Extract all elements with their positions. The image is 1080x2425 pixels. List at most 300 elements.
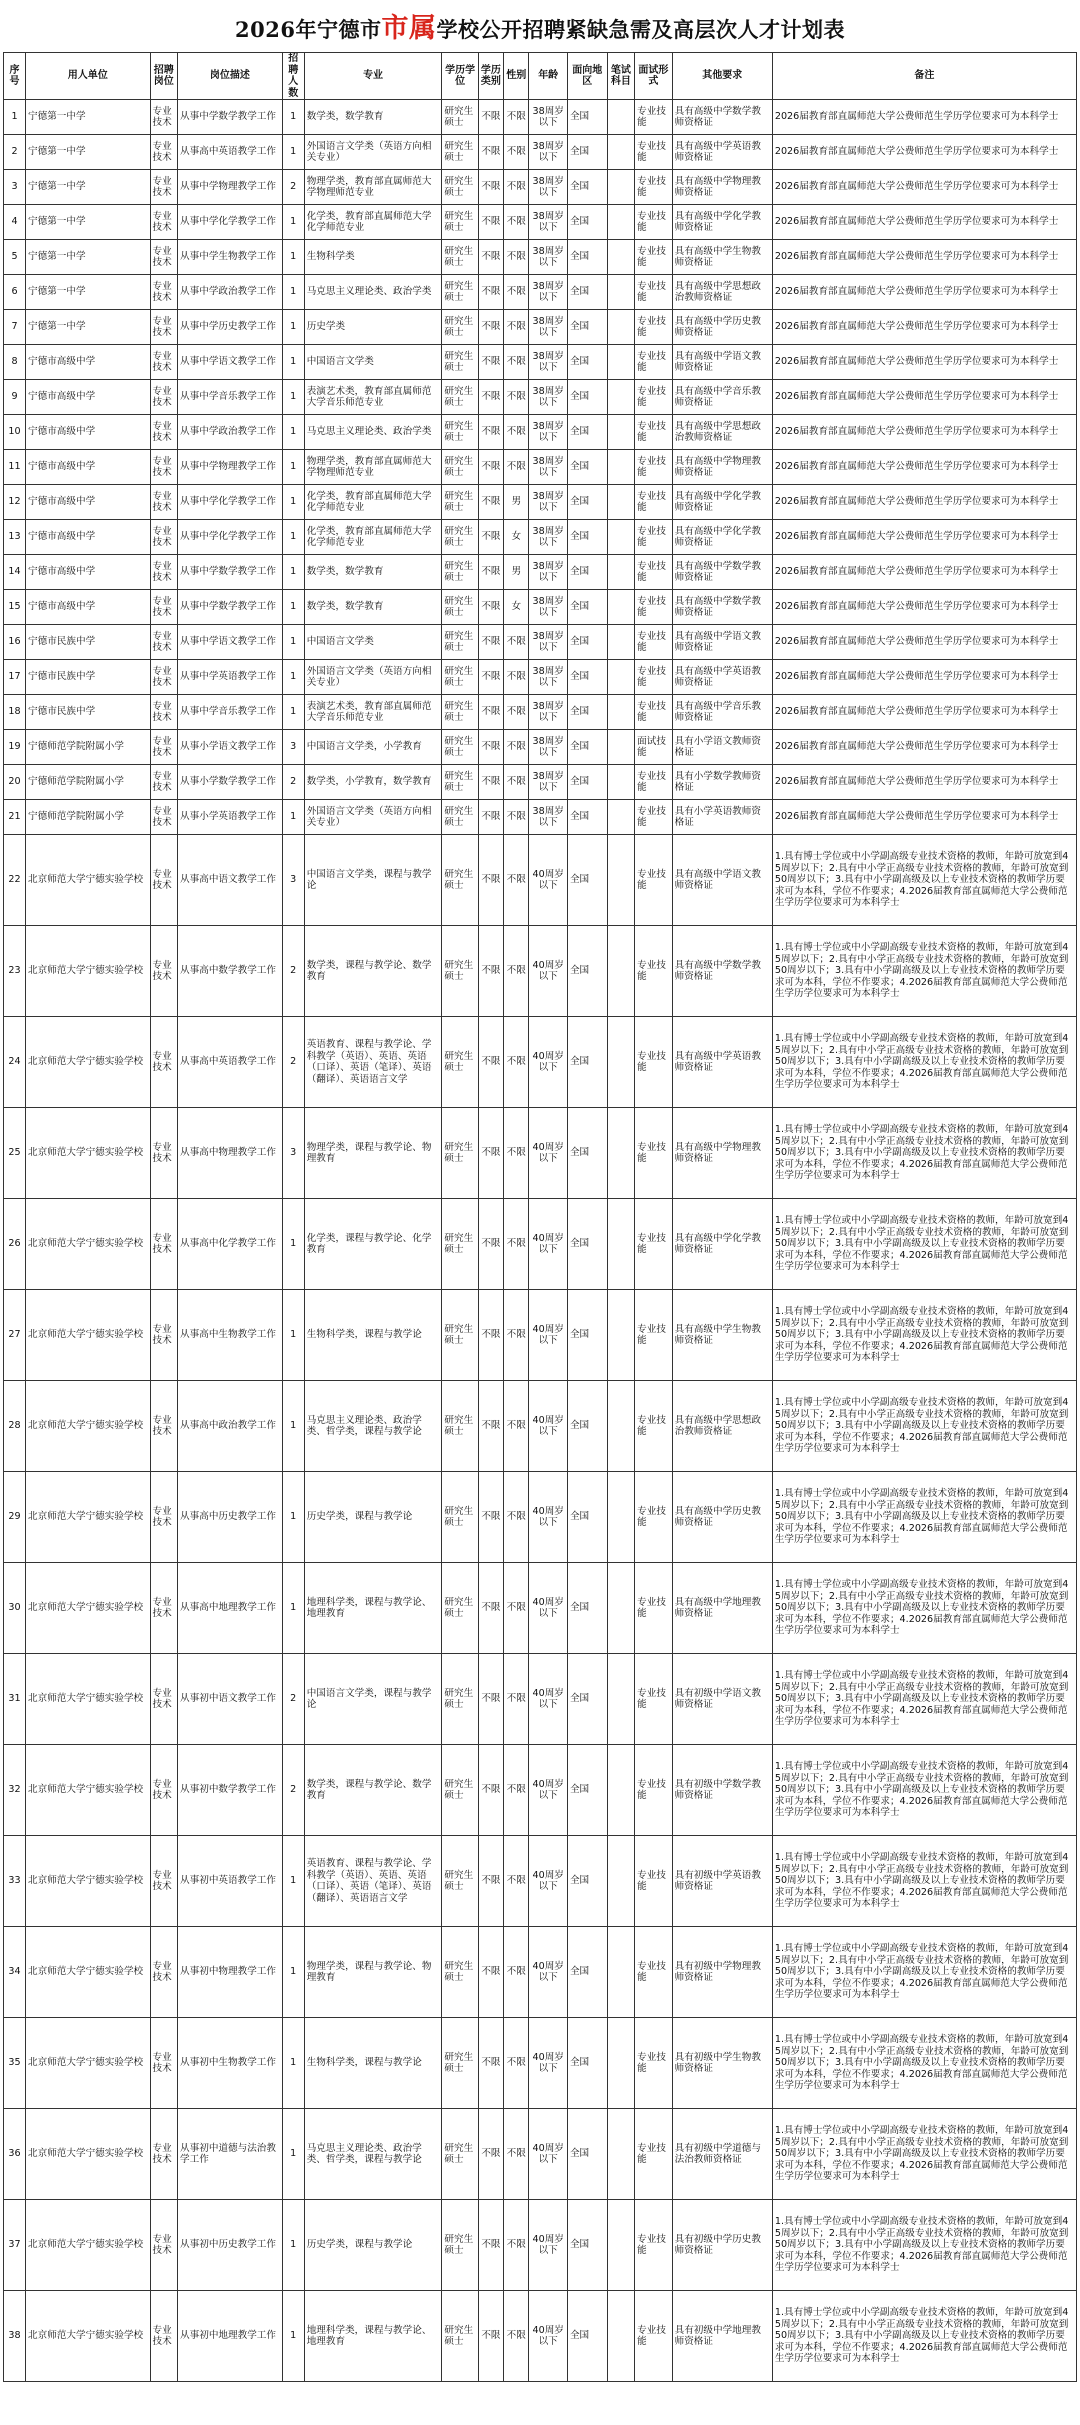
cell-iv: 专业技能 <box>635 1745 672 1836</box>
cell-iv: 专业技能 <box>635 835 672 926</box>
cell-no: 18 <box>4 695 26 730</box>
cell-num: 1 <box>282 1563 304 1654</box>
table-row <box>4 765 1077 800</box>
cell-iv: 专业技能 <box>635 485 672 520</box>
cell-cat: 不限 <box>478 765 503 800</box>
cell-iv: 专业技能 <box>635 1927 672 2018</box>
cell-post: 专业技术 <box>150 275 178 310</box>
cell-cat: 不限 <box>478 1927 503 2018</box>
cell-num: 1 <box>282 310 304 345</box>
cell-note: 2026届教育部直属师范大学公费师范生学历学位要求可为本科学士 <box>772 380 1076 415</box>
cell-edu: 研究生硕士 <box>442 205 478 240</box>
cell-note: 2026届教育部直属师范大学公费师范生学历学位要求可为本科学士 <box>772 450 1076 485</box>
cell-num: 3 <box>282 835 304 926</box>
cell-req: 具有小学数学教师资格证 <box>672 765 772 800</box>
cell-note: 1.具有博士学位或中小学副高级专业技术资格的教师，年龄可放宽到45周岁以下；2.具有中小学正高级专业技术资格的教师，年龄可放宽到50周岁以下；3.具有中小学副高级及以上专业技术资格的教师学历要求可为本科，学位不作要求；4.2026届教育部直属师范大学公费师范生学历学位要求可为本科学士 <box>772 2109 1076 2200</box>
cell-no: 37 <box>4 2200 26 2291</box>
cell-age: 40周岁以下 <box>529 1745 568 1836</box>
cell-age: 38周岁以下 <box>529 135 568 170</box>
cell-edu: 研究生硕士 <box>442 1199 478 1290</box>
cell-area: 全国 <box>567 100 607 135</box>
cell-exam <box>607 730 635 765</box>
cell-req: 具有高级中学历史教师资格证 <box>672 310 772 345</box>
cell-req: 具有高级中学化学教师资格证 <box>672 520 772 555</box>
cell-sex: 不限 <box>504 695 529 730</box>
cell-unit: 宁德第一中学 <box>26 310 150 345</box>
cell-note: 2026届教育部直属师范大学公费师范生学历学位要求可为本科学士 <box>772 660 1076 695</box>
cell-num: 1 <box>282 205 304 240</box>
cell-area: 全国 <box>567 520 607 555</box>
cell-num: 1 <box>282 2291 304 2382</box>
cell-note: 2026届教育部直属师范大学公费师范生学历学位要求可为本科学士 <box>772 415 1076 450</box>
cell-exam <box>607 2109 635 2200</box>
cell-post: 专业技术 <box>150 1108 178 1199</box>
cell-post: 专业技术 <box>150 100 178 135</box>
cell-post: 专业技术 <box>150 1381 178 1472</box>
cell-area: 全国 <box>567 765 607 800</box>
table-row <box>4 1199 1077 1290</box>
cell-cat: 不限 <box>478 1836 503 1927</box>
cell-desc: 从事中学政治教学工作 <box>178 415 283 450</box>
cell-desc: 从事中学音乐教学工作 <box>178 695 283 730</box>
cell-unit: 宁德第一中学 <box>26 240 150 275</box>
cell-edu: 研究生硕士 <box>442 240 478 275</box>
cell-iv: 专业技能 <box>635 926 672 1017</box>
cell-iv: 专业技能 <box>635 555 672 590</box>
cell-cat: 不限 <box>478 730 503 765</box>
cell-area: 全国 <box>567 2200 607 2291</box>
cell-num: 2 <box>282 170 304 205</box>
table-row <box>4 240 1077 275</box>
column-header: 性别 <box>504 53 529 100</box>
cell-unit: 北京师范大学宁德实验学校 <box>26 926 150 1017</box>
cell-exam <box>607 590 635 625</box>
cell-major: 生物科学类，课程与教学论 <box>304 1290 442 1381</box>
cell-edu: 研究生硕士 <box>442 345 478 380</box>
cell-num: 2 <box>282 1654 304 1745</box>
cell-note: 1.具有博士学位或中小学副高级专业技术资格的教师，年龄可放宽到45周岁以下；2.具有中小学正高级专业技术资格的教师，年龄可放宽到50周岁以下；3.具有中小学副高级及以上专业技术资格的教师学历要求可为本科，学位不作要求；4.2026届教育部直属师范大学公费师范生学历学位要求可为本科学士 <box>772 1745 1076 1836</box>
cell-area: 全国 <box>567 730 607 765</box>
cell-req: 具有高级中学数学教师资格证 <box>672 100 772 135</box>
cell-age: 40周岁以下 <box>529 1563 568 1654</box>
cell-exam <box>607 275 635 310</box>
cell-post: 专业技术 <box>150 625 178 660</box>
cell-iv: 专业技能 <box>635 310 672 345</box>
cell-post: 专业技术 <box>150 135 178 170</box>
cell-note: 2026届教育部直属师范大学公费师范生学历学位要求可为本科学士 <box>772 100 1076 135</box>
cell-unit: 北京师范大学宁德实验学校 <box>26 1836 150 1927</box>
cell-sex: 不限 <box>504 2200 529 2291</box>
cell-age: 40周岁以下 <box>529 1199 568 1290</box>
cell-unit: 北京师范大学宁德实验学校 <box>26 1290 150 1381</box>
cell-unit: 宁德师范学院附属小学 <box>26 765 150 800</box>
table-row <box>4 310 1077 345</box>
cell-edu: 研究生硕士 <box>442 1108 478 1199</box>
cell-age: 38周岁以下 <box>529 310 568 345</box>
cell-area: 全国 <box>567 2018 607 2109</box>
cell-unit: 宁德市民族中学 <box>26 695 150 730</box>
cell-cat: 不限 <box>478 2200 503 2291</box>
cell-post: 专业技术 <box>150 800 178 835</box>
cell-cat: 不限 <box>478 2291 503 2382</box>
cell-no: 9 <box>4 380 26 415</box>
cell-edu: 研究生硕士 <box>442 1290 478 1381</box>
cell-desc: 从事小学语文教学工作 <box>178 730 283 765</box>
cell-note: 1.具有博士学位或中小学副高级专业技术资格的教师，年龄可放宽到45周岁以下；2.具有中小学正高级专业技术资格的教师，年龄可放宽到50周岁以下；3.具有中小学副高级及以上专业技术资格的教师学历要求可为本科，学位不作要求；4.2026届教育部直属师范大学公费师范生学历学位要求可为本科学士 <box>772 2291 1076 2382</box>
cell-desc: 从事初中英语教学工作 <box>178 1836 283 1927</box>
table-row <box>4 625 1077 660</box>
cell-desc: 从事高中地理教学工作 <box>178 1563 283 1654</box>
cell-area: 全国 <box>567 1381 607 1472</box>
cell-desc: 从事中学生物教学工作 <box>178 240 283 275</box>
cell-no: 32 <box>4 1745 26 1836</box>
cell-major: 马克思主义理论类、政治学类、哲学类，课程与教学论 <box>304 2109 442 2200</box>
cell-req: 具有高级中学物理教师资格证 <box>672 450 772 485</box>
table-row <box>4 485 1077 520</box>
cell-note: 1.具有博士学位或中小学副高级专业技术资格的教师，年龄可放宽到45周岁以下；2.具有中小学正高级专业技术资格的教师，年龄可放宽到50周岁以下；3.具有中小学副高级及以上专业技术资格的教师学历要求可为本科，学位不作要求；4.2026届教育部直属师范大学公费师范生学历学位要求可为本科学士 <box>772 926 1076 1017</box>
cell-post: 专业技术 <box>150 2291 178 2382</box>
cell-desc: 从事高中化学教学工作 <box>178 1199 283 1290</box>
cell-sex: 不限 <box>504 275 529 310</box>
cell-sex: 不限 <box>504 170 529 205</box>
cell-age: 38周岁以下 <box>529 100 568 135</box>
cell-req: 具有高级中学思想政治教师资格证 <box>672 415 772 450</box>
cell-unit: 宁德市民族中学 <box>26 625 150 660</box>
cell-unit: 宁德市高级中学 <box>26 590 150 625</box>
cell-post: 专业技术 <box>150 835 178 926</box>
cell-num: 1 <box>282 380 304 415</box>
cell-unit: 宁德市高级中学 <box>26 520 150 555</box>
cell-age: 38周岁以下 <box>529 450 568 485</box>
table-row <box>4 450 1077 485</box>
cell-num: 1 <box>282 2109 304 2200</box>
cell-post: 专业技术 <box>150 1654 178 1745</box>
cell-iv: 专业技能 <box>635 275 672 310</box>
cell-post: 专业技术 <box>150 926 178 1017</box>
cell-age: 38周岁以下 <box>529 765 568 800</box>
cell-age: 38周岁以下 <box>529 590 568 625</box>
column-header: 序号 <box>4 53 26 100</box>
title-prefix: 2026年宁德市 <box>235 17 382 42</box>
cell-cat: 不限 <box>478 1290 503 1381</box>
cell-req: 具有高级中学化学教师资格证 <box>672 1199 772 1290</box>
table-row <box>4 1472 1077 1563</box>
table-row <box>4 835 1077 926</box>
cell-sex: 不限 <box>504 800 529 835</box>
cell-note: 2026届教育部直属师范大学公费师范生学历学位要求可为本科学士 <box>772 275 1076 310</box>
cell-area: 全国 <box>567 800 607 835</box>
cell-cat: 不限 <box>478 625 503 660</box>
cell-edu: 研究生硕士 <box>442 800 478 835</box>
cell-no: 10 <box>4 415 26 450</box>
cell-cat: 不限 <box>478 1472 503 1563</box>
cell-exam <box>607 1017 635 1108</box>
cell-iv: 专业技能 <box>635 380 672 415</box>
cell-iv: 专业技能 <box>635 1654 672 1745</box>
cell-desc: 从事中学化学教学工作 <box>178 485 283 520</box>
cell-no: 13 <box>4 520 26 555</box>
column-header: 面试形式 <box>635 53 672 100</box>
cell-iv: 专业技能 <box>635 240 672 275</box>
table-row <box>4 1927 1077 2018</box>
cell-num: 1 <box>282 1927 304 2018</box>
cell-age: 40周岁以下 <box>529 1472 568 1563</box>
cell-major: 表演艺术类，教育部直属师范大学音乐师范专业 <box>304 695 442 730</box>
cell-age: 38周岁以下 <box>529 625 568 660</box>
cell-post: 专业技术 <box>150 695 178 730</box>
cell-major: 马克思主义理论类、政治学类、哲学类，课程与教学论 <box>304 1381 442 1472</box>
cell-note: 1.具有博士学位或中小学副高级专业技术资格的教师，年龄可放宽到45周岁以下；2.具有中小学正高级专业技术资格的教师，年龄可放宽到50周岁以下；3.具有中小学副高级及以上专业技术资格的教师学历要求可为本科，学位不作要求；4.2026届教育部直属师范大学公费师范生学历学位要求可为本科学士 <box>772 1472 1076 1563</box>
cell-iv: 专业技能 <box>635 2200 672 2291</box>
cell-exam <box>607 765 635 800</box>
column-header: 用人单位 <box>26 53 150 100</box>
cell-iv: 专业技能 <box>635 1381 672 1472</box>
cell-cat: 不限 <box>478 310 503 345</box>
cell-post: 专业技术 <box>150 1745 178 1836</box>
cell-no: 19 <box>4 730 26 765</box>
cell-num: 2 <box>282 1745 304 1836</box>
cell-no: 11 <box>4 450 26 485</box>
cell-no: 33 <box>4 1836 26 1927</box>
cell-major: 物理学类，课程与教学论、物理教育 <box>304 1927 442 2018</box>
cell-sex: 不限 <box>504 2291 529 2382</box>
cell-iv: 专业技能 <box>635 625 672 660</box>
cell-sex: 不限 <box>504 2109 529 2200</box>
cell-exam <box>607 660 635 695</box>
cell-edu: 研究生硕士 <box>442 2291 478 2382</box>
table-row <box>4 2200 1077 2291</box>
cell-note: 2026届教育部直属师范大学公费师范生学历学位要求可为本科学士 <box>772 205 1076 240</box>
cell-iv: 专业技能 <box>635 1563 672 1654</box>
cell-note: 1.具有博士学位或中小学副高级专业技术资格的教师，年龄可放宽到45周岁以下；2.具有中小学正高级专业技术资格的教师，年龄可放宽到50周岁以下；3.具有中小学副高级及以上专业技术资格的教师学历要求可为本科，学位不作要求；4.2026届教育部直属师范大学公费师范生学历学位要求可为本科学士 <box>772 2200 1076 2291</box>
cell-age: 40周岁以下 <box>529 1017 568 1108</box>
cell-iv: 专业技能 <box>635 1836 672 1927</box>
cell-area: 全国 <box>567 1290 607 1381</box>
cell-major: 化学类，教育部直属师范大学化学师范专业 <box>304 485 442 520</box>
cell-area: 全国 <box>567 415 607 450</box>
cell-post: 专业技术 <box>150 555 178 590</box>
cell-exam <box>607 1199 635 1290</box>
table-row <box>4 345 1077 380</box>
cell-no: 23 <box>4 926 26 1017</box>
cell-major: 表演艺术类，教育部直属师范大学音乐师范专业 <box>304 380 442 415</box>
cell-major: 中国语言文学类，小学教育 <box>304 730 442 765</box>
cell-exam <box>607 205 635 240</box>
cell-sex: 女 <box>504 590 529 625</box>
cell-edu: 研究生硕士 <box>442 765 478 800</box>
cell-major: 物理学类，教育部直属师范大学物理师范专业 <box>304 450 442 485</box>
cell-edu: 研究生硕士 <box>442 1563 478 1654</box>
cell-note: 2026届教育部直属师范大学公费师范生学历学位要求可为本科学士 <box>772 590 1076 625</box>
table-row <box>4 590 1077 625</box>
cell-cat: 不限 <box>478 926 503 1017</box>
cell-cat: 不限 <box>478 380 503 415</box>
cell-cat: 不限 <box>478 100 503 135</box>
cell-no: 30 <box>4 1563 26 1654</box>
column-header: 专业 <box>304 53 442 100</box>
table-row <box>4 135 1077 170</box>
cell-area: 全国 <box>567 695 607 730</box>
cell-edu: 研究生硕士 <box>442 1836 478 1927</box>
cell-req: 具有高级中学生物教师资格证 <box>672 1290 772 1381</box>
cell-iv: 专业技能 <box>635 695 672 730</box>
cell-unit: 北京师范大学宁德实验学校 <box>26 1017 150 1108</box>
cell-cat: 不限 <box>478 590 503 625</box>
cell-num: 1 <box>282 590 304 625</box>
cell-unit: 宁德第一中学 <box>26 100 150 135</box>
cell-no: 5 <box>4 240 26 275</box>
cell-age: 40周岁以下 <box>529 1290 568 1381</box>
cell-age: 40周岁以下 <box>529 1654 568 1745</box>
cell-no: 28 <box>4 1381 26 1472</box>
cell-num: 1 <box>282 660 304 695</box>
cell-req: 具有初级中学物理教师资格证 <box>672 1927 772 2018</box>
cell-post: 专业技术 <box>150 1472 178 1563</box>
cell-cat: 不限 <box>478 1563 503 1654</box>
cell-desc: 从事高中物理教学工作 <box>178 1108 283 1199</box>
cell-cat: 不限 <box>478 695 503 730</box>
cell-area: 全国 <box>567 135 607 170</box>
cell-desc: 从事中学语文教学工作 <box>178 345 283 380</box>
column-header: 岗位描述 <box>178 53 283 100</box>
cell-desc: 从事高中英语教学工作 <box>178 135 283 170</box>
cell-note: 2026届教育部直属师范大学公费师范生学历学位要求可为本科学士 <box>772 345 1076 380</box>
cell-req: 具有初级中学地理教师资格证 <box>672 2291 772 2382</box>
cell-post: 专业技术 <box>150 310 178 345</box>
title-highlight: 市属 <box>381 13 437 44</box>
table-row <box>4 275 1077 310</box>
cell-num: 1 <box>282 1381 304 1472</box>
table-row <box>4 800 1077 835</box>
cell-req: 具有高级中学音乐教师资格证 <box>672 695 772 730</box>
cell-cat: 不限 <box>478 1108 503 1199</box>
cell-unit: 宁德第一中学 <box>26 135 150 170</box>
cell-num: 1 <box>282 520 304 555</box>
cell-sex: 不限 <box>504 1745 529 1836</box>
cell-major: 外国语言文学类（英语方向相关专业） <box>304 660 442 695</box>
cell-note: 1.具有博士学位或中小学副高级专业技术资格的教师，年龄可放宽到45周岁以下；2.具有中小学正高级专业技术资格的教师，年龄可放宽到50周岁以下；3.具有中小学副高级及以上专业技术资格的教师学历要求可为本科，学位不作要求；4.2026届教育部直属师范大学公费师范生学历学位要求可为本科学士 <box>772 2018 1076 2109</box>
cell-major: 历史学类 <box>304 310 442 345</box>
cell-sex: 不限 <box>504 1290 529 1381</box>
cell-major: 中国语言文学类 <box>304 345 442 380</box>
cell-req: 具有初级中学英语教师资格证 <box>672 1836 772 1927</box>
cell-age: 38周岁以下 <box>529 730 568 765</box>
cell-age: 38周岁以下 <box>529 660 568 695</box>
cell-iv: 专业技能 <box>635 2018 672 2109</box>
cell-edu: 研究生硕士 <box>442 1472 478 1563</box>
cell-cat: 不限 <box>478 555 503 590</box>
cell-req: 具有高级中学语文教师资格证 <box>672 625 772 660</box>
cell-cat: 不限 <box>478 520 503 555</box>
cell-sex: 女 <box>504 520 529 555</box>
column-header: 备注 <box>772 53 1076 100</box>
cell-exam <box>607 800 635 835</box>
cell-iv: 专业技能 <box>635 450 672 485</box>
cell-post: 专业技术 <box>150 1199 178 1290</box>
cell-req: 具有高级中学思想政治教师资格证 <box>672 1381 772 1472</box>
cell-exam <box>607 926 635 1017</box>
cell-area: 全国 <box>567 2291 607 2382</box>
cell-area: 全国 <box>567 1017 607 1108</box>
cell-exam <box>607 100 635 135</box>
cell-no: 20 <box>4 765 26 800</box>
cell-iv: 专业技能 <box>635 170 672 205</box>
cell-num: 1 <box>282 240 304 275</box>
cell-no: 15 <box>4 590 26 625</box>
cell-no: 34 <box>4 1927 26 2018</box>
cell-exam <box>607 625 635 660</box>
cell-unit: 北京师范大学宁德实验学校 <box>26 1108 150 1199</box>
cell-cat: 不限 <box>478 1745 503 1836</box>
table-row <box>4 1381 1077 1472</box>
cell-unit: 北京师范大学宁德实验学校 <box>26 1654 150 1745</box>
cell-age: 40周岁以下 <box>529 926 568 1017</box>
cell-sex: 不限 <box>504 1563 529 1654</box>
cell-area: 全国 <box>567 835 607 926</box>
cell-no: 3 <box>4 170 26 205</box>
table-row <box>4 2291 1077 2382</box>
cell-num: 1 <box>282 485 304 520</box>
cell-post: 专业技术 <box>150 590 178 625</box>
cell-major: 物理学类，教育部直属师范大学物理师范专业 <box>304 170 442 205</box>
cell-desc: 从事初中数学教学工作 <box>178 1745 283 1836</box>
cell-cat: 不限 <box>478 1381 503 1472</box>
cell-sex: 不限 <box>504 1836 529 1927</box>
cell-major: 马克思主义理论类、政治学类 <box>304 415 442 450</box>
table-row <box>4 555 1077 590</box>
cell-exam <box>607 1927 635 2018</box>
cell-major: 外国语言文学类（英语方向相关专业） <box>304 135 442 170</box>
cell-exam <box>607 2018 635 2109</box>
cell-req: 具有高级中学物理教师资格证 <box>672 1108 772 1199</box>
cell-edu: 研究生硕士 <box>442 380 478 415</box>
cell-area: 全国 <box>567 485 607 520</box>
cell-note: 2026届教育部直属师范大学公费师范生学历学位要求可为本科学士 <box>772 800 1076 835</box>
cell-age: 40周岁以下 <box>529 835 568 926</box>
cell-unit: 宁德市高级中学 <box>26 555 150 590</box>
cell-cat: 不限 <box>478 345 503 380</box>
cell-iv: 专业技能 <box>635 800 672 835</box>
cell-area: 全国 <box>567 1108 607 1199</box>
cell-no: 26 <box>4 1199 26 1290</box>
cell-cat: 不限 <box>478 835 503 926</box>
cell-area: 全国 <box>567 1563 607 1654</box>
cell-iv: 专业技能 <box>635 2109 672 2200</box>
cell-cat: 不限 <box>478 1017 503 1108</box>
cell-sex: 不限 <box>504 765 529 800</box>
cell-edu: 研究生硕士 <box>442 310 478 345</box>
cell-edu: 研究生硕士 <box>442 835 478 926</box>
cell-num: 2 <box>282 926 304 1017</box>
cell-cat: 不限 <box>478 485 503 520</box>
cell-major: 物理学类，课程与教学论、物理教育 <box>304 1108 442 1199</box>
cell-unit: 北京师范大学宁德实验学校 <box>26 1745 150 1836</box>
column-header: 年龄 <box>529 53 568 100</box>
cell-iv: 专业技能 <box>635 205 672 240</box>
cell-no: 25 <box>4 1108 26 1199</box>
cell-sex: 不限 <box>504 135 529 170</box>
cell-age: 40周岁以下 <box>529 1108 568 1199</box>
cell-age: 40周岁以下 <box>529 2109 568 2200</box>
cell-desc: 从事初中历史教学工作 <box>178 2200 283 2291</box>
cell-post: 专业技术 <box>150 520 178 555</box>
cell-sex: 不限 <box>504 450 529 485</box>
cell-num: 1 <box>282 135 304 170</box>
cell-iv: 专业技能 <box>635 520 672 555</box>
cell-post: 专业技术 <box>150 345 178 380</box>
cell-note: 1.具有博士学位或中小学副高级专业技术资格的教师，年龄可放宽到45周岁以下；2.具有中小学正高级专业技术资格的教师，年龄可放宽到50周岁以下；3.具有中小学副高级及以上专业技术资格的教师学历要求可为本科，学位不作要求；4.2026届教育部直属师范大学公费师范生学历学位要求可为本科学士 <box>772 1654 1076 1745</box>
cell-note: 2026届教育部直属师范大学公费师范生学历学位要求可为本科学士 <box>772 555 1076 590</box>
